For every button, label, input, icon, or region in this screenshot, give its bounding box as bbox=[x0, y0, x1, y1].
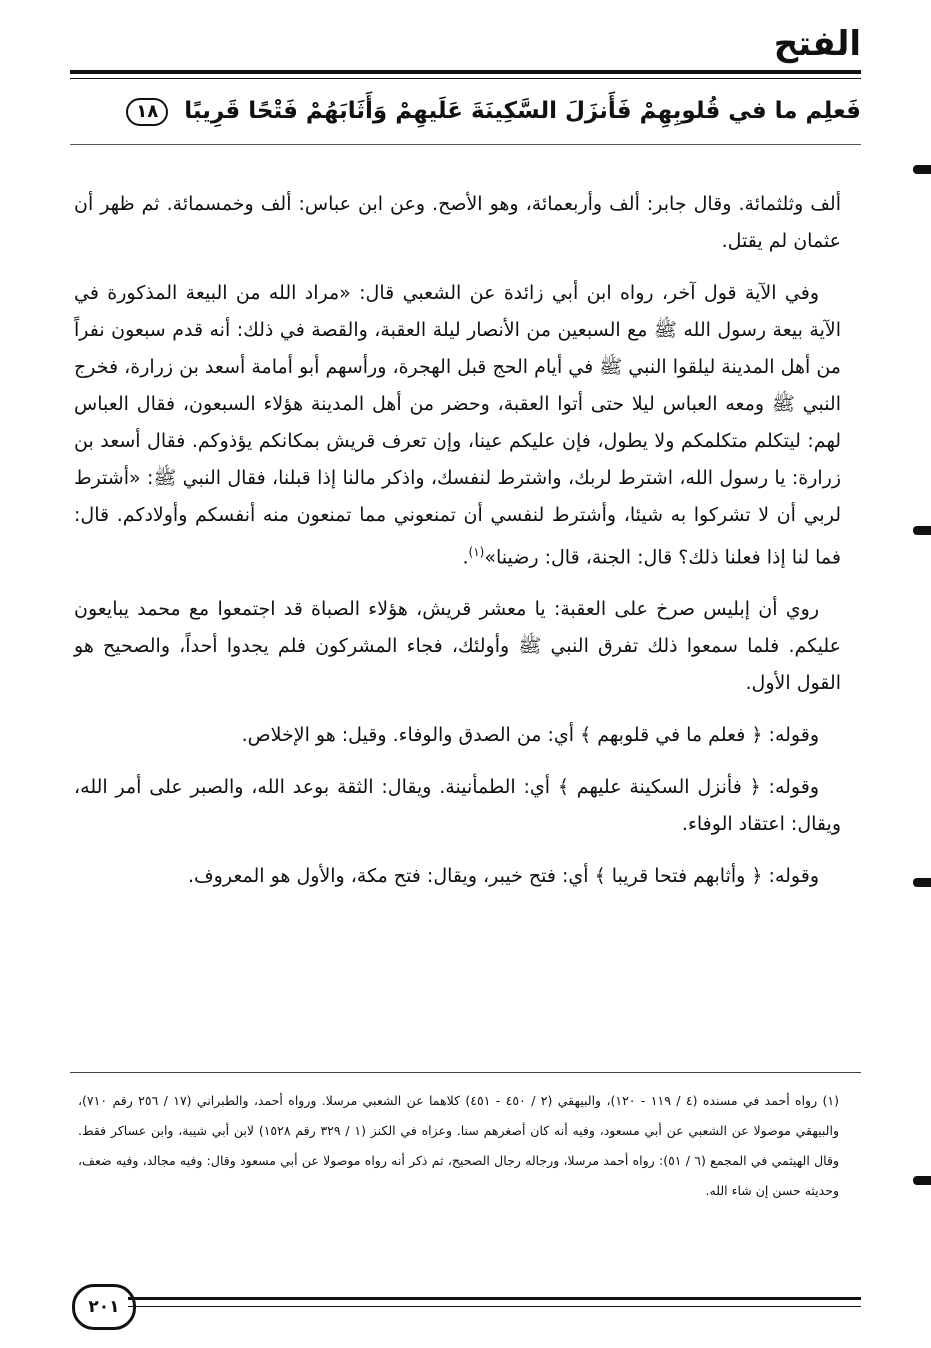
paragraph: وقوله: ﴿ وأثابهم فتحا قريبا ﴾ أي: فتح خيبر، ويقال: فتح مكة، والأول هو المعروف. bbox=[187, 865, 819, 888]
paragraph: وفي الآية قول آخر، رواه ابن أبي زائدة عن الشعبي قال: «مراد الله من البيعة المذكورة في الآية بيعة رسول الله ﷺ مع السبعين من الأنصار ليلة العقبة، والقصة في ذلك: أنه قدم سبعون نفراً من أهل المدينة ليلقوا النبي ﷺ في أيام الحج قبل الهجرة، ورأسهم أبو أمامة أسعد بن زرارة، فخرج النبي ﷺ ومعه العباس ليلا حتى أتوا العقبة، وحضر من أهل المدينة هؤلاء السبعون، فقال العباس لهم: ليتكلم متكلمكم ولا يطول، فإن عليكم عينا، وإن تعرف قريش بمكانكم يؤذوكم. فقال أسعد بن زرارة: يا رسول الله، اشترط لربك، واشترط لنفسك، واذكر مالنا إذا قبلنا، فقال النبي ﷺ: «أشترط لربي أن لا تشركوا به شيئا، وأشترط لنفسي أن تمنعوني مما تمنعون منه أنفسكم وأولادكم. قال: فما لنا إذا فعلنا ذلك؟ قال: الجنة، قال: رضينا»$^{(١)}$. bbox=[74, 282, 841, 569]
paragraph: وقوله: ﴿ فعلم ما في قلوبهم ﴾ أي: من الصدق والوفاء. وقيل: هو الإخلاص. bbox=[241, 724, 819, 747]
footnote: (١) رواه أحمد في مسنده (٤ / ١١٩ - ١٢٠)، والبيهقي (٢ / ٤٥٠ - ٤٥١) كلاهما عن الشعبي مرسلا. ورواه أحمد، والطبراني (١٧ / ٢٥٦ رقم ٧١٠)، والبيهقي موصولا عن الشعبي عن أبي مسعود، وفيه أنه كان أصغرهم سنا. وعزاه في الكنز (١ / ٣٢٩ رقم ١٥٢٨) لابن أبي شيبة، وابن عساكر فقط. وقال الهيثمي في المجمع (٦ / ٥١): رواه أحمد مرسلا، ورجاله رجال الصحيح، ثم ذكر أنه رواه موصولا عن أبي مسعود وقال: وفيه مجالد، وفيه ضعف، وحديثه حسن إن شاء الله. bbox=[78, 1093, 840, 1198]
surah-header-title: الفتح bbox=[773, 24, 861, 64]
verse-rule bbox=[70, 144, 861, 145]
footer-rule-bottom bbox=[128, 1306, 861, 1307]
footnote-reference: (١) bbox=[468, 545, 485, 559]
paragraph: وقوله: ﴿ فأنزل السكينة عليهم ﴾ أي: الطمأنينة. ويقال: الثقة بوعد الله، والصبر على أمر الله، ويقال: اعتقاد الوفاء. bbox=[74, 776, 841, 836]
header-rule-thick bbox=[70, 70, 861, 74]
quran-verse bbox=[70, 88, 861, 134]
tafsir-body bbox=[74, 186, 841, 910]
margin-marker bbox=[913, 165, 931, 174]
paragraph: روي أن إبليس صرخ على العقبة: يا معشر قريش، هؤلاء الصباة قد اجتمعوا مع محمد يبايعون عليكم. فلما سمعوا ذلك تفرق النبي ﷺ وأولئك، فجاء المشركون فلم يجدوا أحداً، والصحيح هو القول الأول. bbox=[74, 598, 841, 695]
margin-marker bbox=[913, 526, 931, 535]
margin-marker bbox=[913, 1176, 931, 1185]
footer-rule-top bbox=[128, 1297, 861, 1300]
verse-text: فَعلِم ما في قُلوبِهِمْ فَأَنزَلَ السَّكِينَةَ عَلَيهِمْ وَأَثَابَهُمْ فَتْحًا قَرِيبًا bbox=[184, 98, 861, 124]
page-number: ٢٠١ bbox=[72, 1284, 136, 1330]
paragraph: ألف وثلثمائة. وقال جابر: ألف وأربعمائة، وهو الأصح. وعن ابن عباس: ألف وخمسمائة. ثم ظهر أن عثمان لم يقتل. bbox=[74, 193, 841, 252]
margin-marker bbox=[913, 878, 931, 887]
footnotes bbox=[78, 1086, 839, 1206]
verse-number: ١٨ bbox=[126, 98, 168, 126]
paragraph-text: وفي الآية قول آخر، رواه ابن أبي زائدة عن الشعبي قال: «مراد الله من البيعة المذكورة في الآية بيعة رسول الله ﷺ مع السبعين من الأنصار ليلة العقبة، والقصة في ذلك: أنه قدم سبعون نفراً من أهل المدينة ليلقوا النبي ﷺ في أيام الحج قبل الهجرة، ورأسهم أبو أمامة أسعد بن زرارة، فخرج النبي ﷺ ومعه العباس ليلا حتى أتوا العقبة، وحضر من أهل المدينة هؤلاء السبعون، فقال العباس لهم: ليتكلم متكلمكم ولا يطول، فإن عليكم عينا، وإن تعرف قريش بمكانكم يؤذوكم. فقال أسعد بن زرارة: يا رسول الله، اشترط لربك، واشترط لنفسك، واذكر مالنا إذا قبلنا، فقال النبي ﷺ: «أشترط لربي أن لا تشركوا به شيئا، وأشترط لنفسي أن تمنعوني مما تمنعون منه أنفسكم وأولادكم. قال: فما لنا إذا فعلنا ذلك؟ قال: الجنة، قال: رضينا» bbox=[74, 282, 841, 569]
footnote-separator bbox=[70, 1072, 861, 1073]
header-rule-thin bbox=[70, 78, 861, 79]
